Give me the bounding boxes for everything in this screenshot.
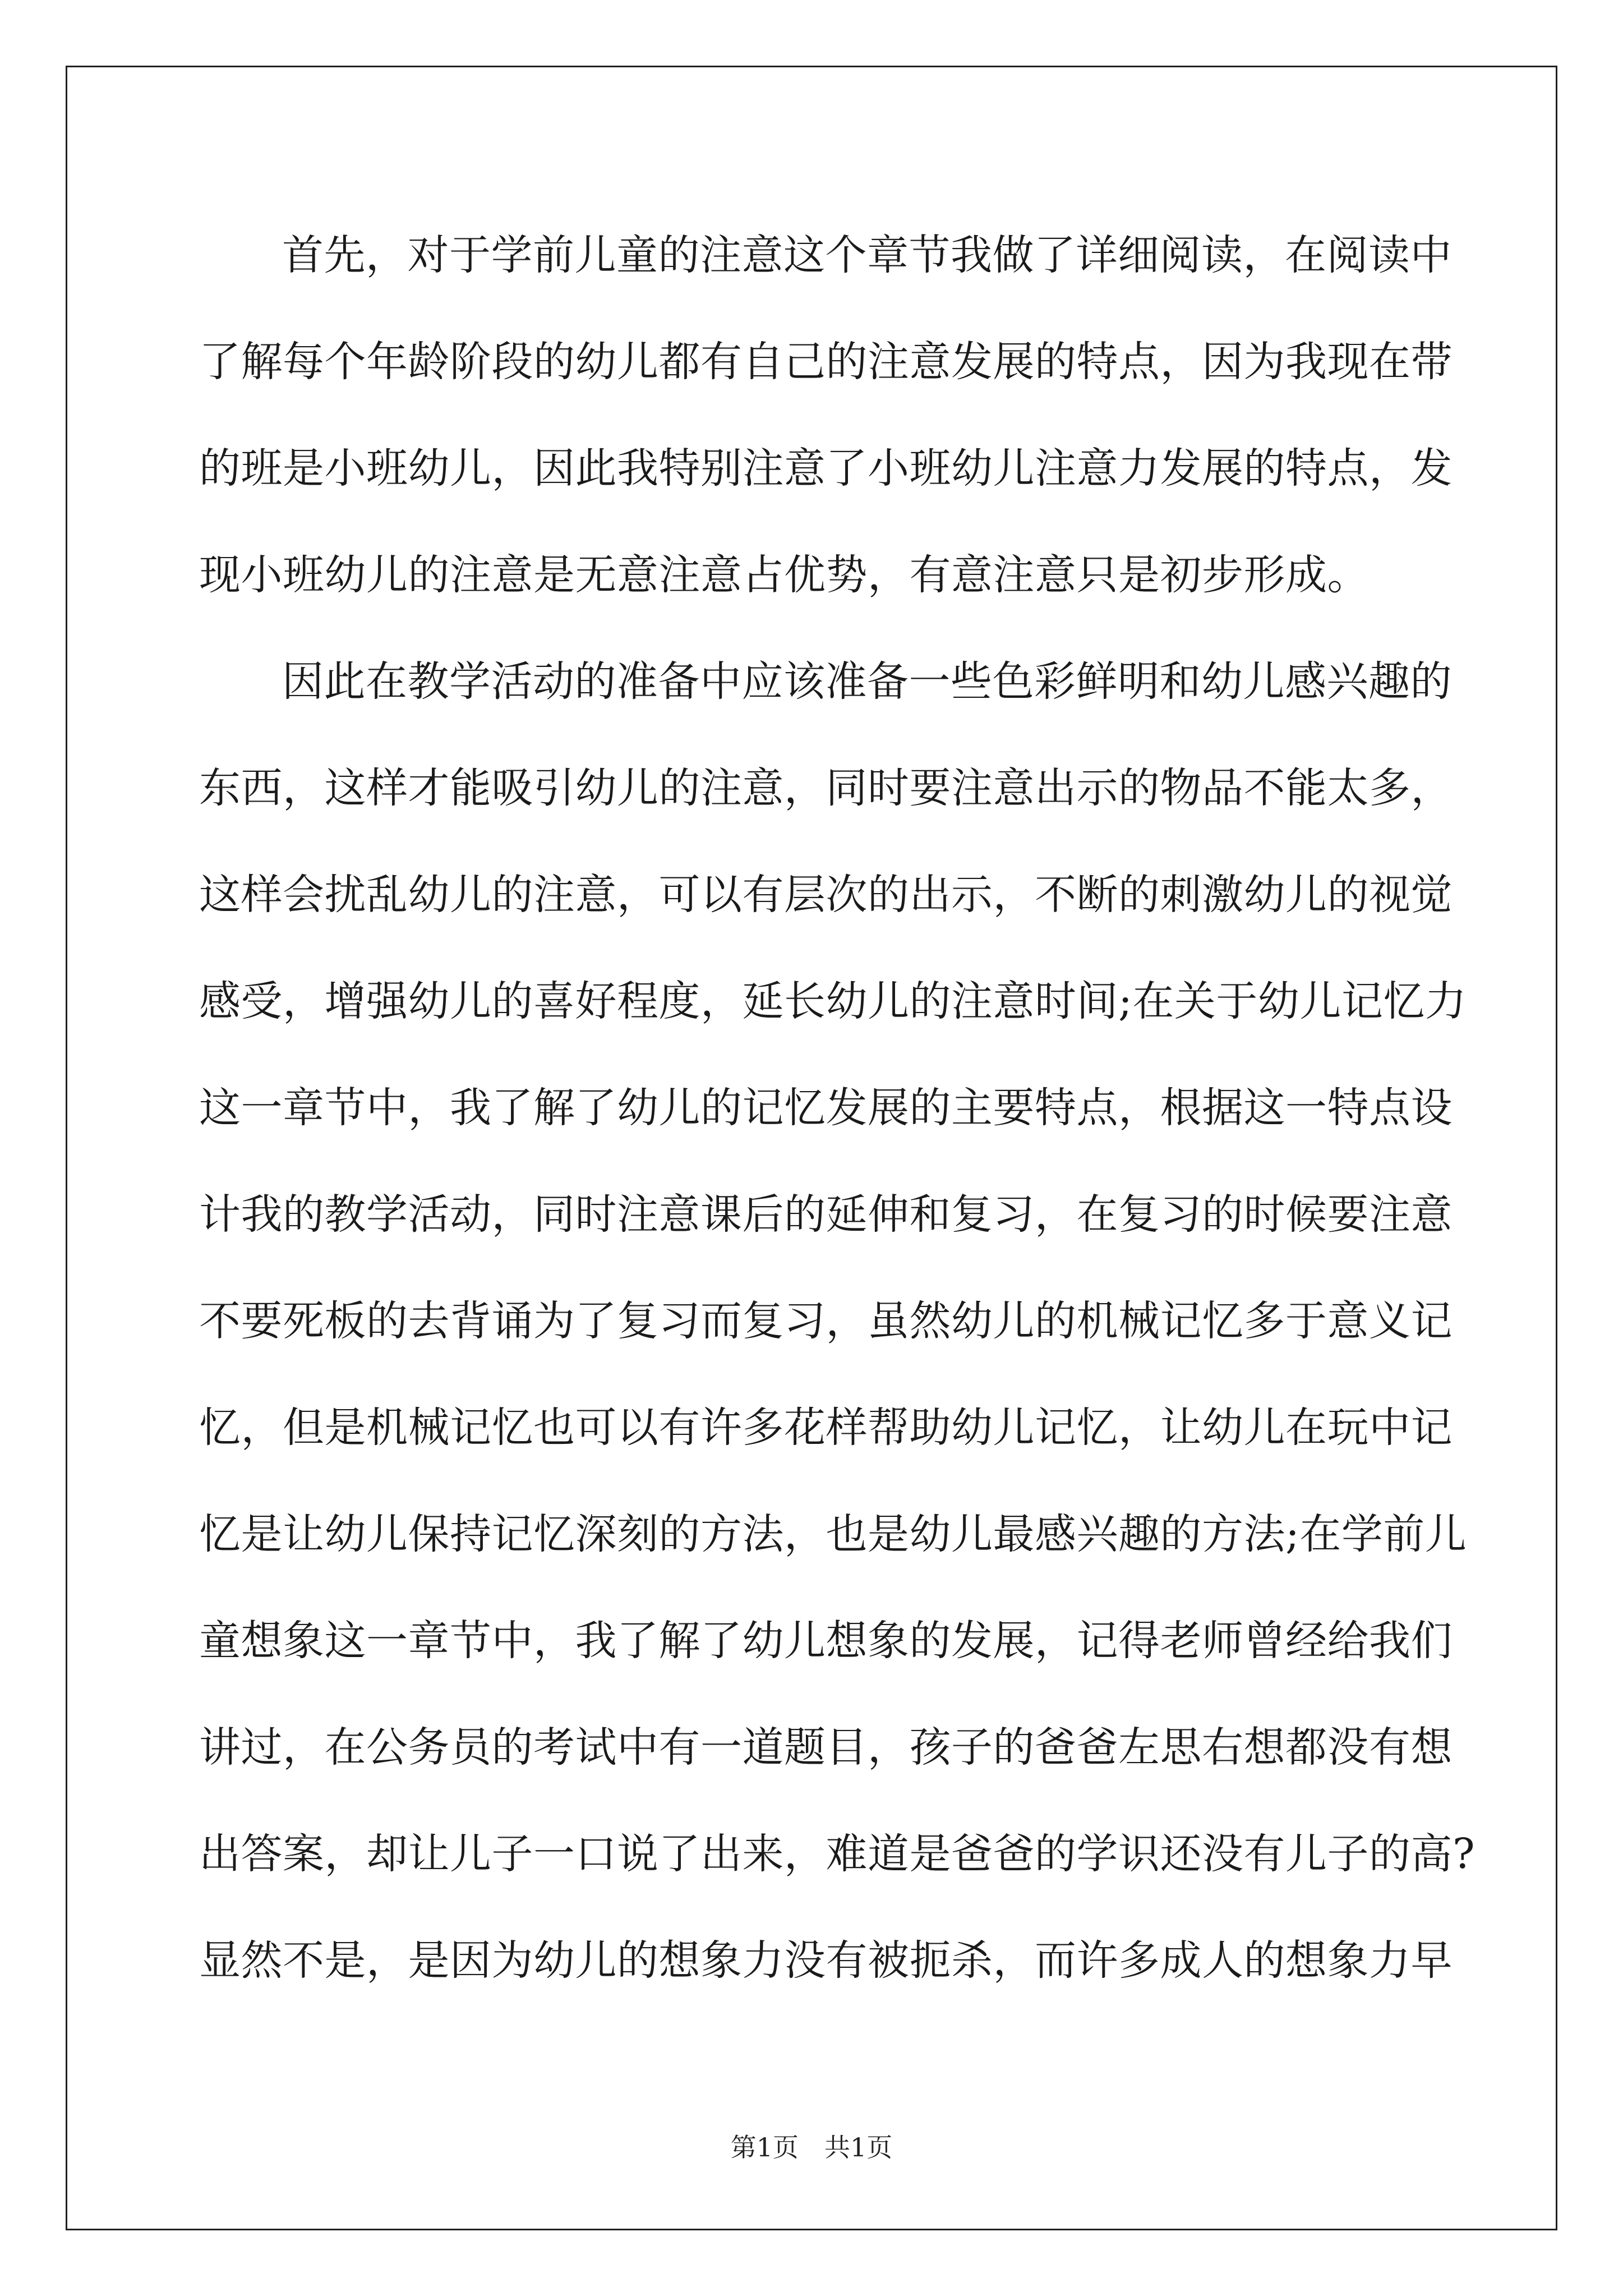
document-body [199,202,1476,2014]
text-line: 这一章节中，我了解了幼儿的记忆发展的主要特点，根据这一特点设 [199,1084,1453,1132]
text-line: 的班是小班幼儿，因此我特别注意了小班幼儿注意力发展的特点，发 [199,444,1453,493]
text-line: 这样会扰乱幼儿的注意，可以有层次的出示，不断的刺激幼儿的视觉 [199,871,1453,919]
text-line: 了解每个年龄阶段的幼儿都有自己的注意发展的特点，因为我现在带 [199,338,1453,386]
text-line: 忆是让幼儿保持记忆深刻的方法，也是幼儿最感兴趣的方法;在学前儿 [199,1510,1467,1558]
text-line: 感受，增强幼儿的喜好程度，延长幼儿的注意时间;在关于幼儿记忆力 [199,977,1467,1025]
text-line: 因此在教学活动的准备中应该准备一些色彩鲜明和幼儿感兴趣的 [282,657,1452,706]
text-line: 现小班幼儿的注意是无意注意占优势，有意注意只是初步形成。 [199,551,1369,599]
text-line: 首先，对于学前儿童的注意这个章节我做了详细阅读，在阅读中 [282,231,1452,279]
text-line: 东西，这样才能吸引幼儿的注意，同时要注意出示的物品不能太多， [199,764,1453,812]
page-footer: 第1页 共1页 [730,2132,893,2162]
text-line: 讲过，在公务员的考试中有一道题目，孩子的爸爸左思右想都没有想 [199,1723,1453,1772]
text-line: 出答案，却让儿子一口说了出来，难道是爸爸的学识还没有儿子的高? [199,1830,1476,1878]
text-line: 童想象这一章节中，我了解了幼儿想象的发展，记得老师曾经给我们 [199,1617,1453,1665]
text-line: 计我的教学活动，同时注意课后的延伸和复习，在复习的时候要注意 [199,1190,1453,1239]
paragraph-1 [199,202,1453,628]
text-line: 忆，但是机械记忆也可以有许多花样帮助幼儿记忆，让幼儿在玩中记 [199,1404,1453,1452]
paragraph-2 [199,628,1476,2014]
text-line: 不要死板的去背诵为了复习而复习，虽然幼儿的机械记忆多于意义记 [199,1297,1453,1345]
text-line: 显然不是，是因为幼儿的想象力没有被扼杀，而许多成人的想象力早 [199,1936,1453,1985]
